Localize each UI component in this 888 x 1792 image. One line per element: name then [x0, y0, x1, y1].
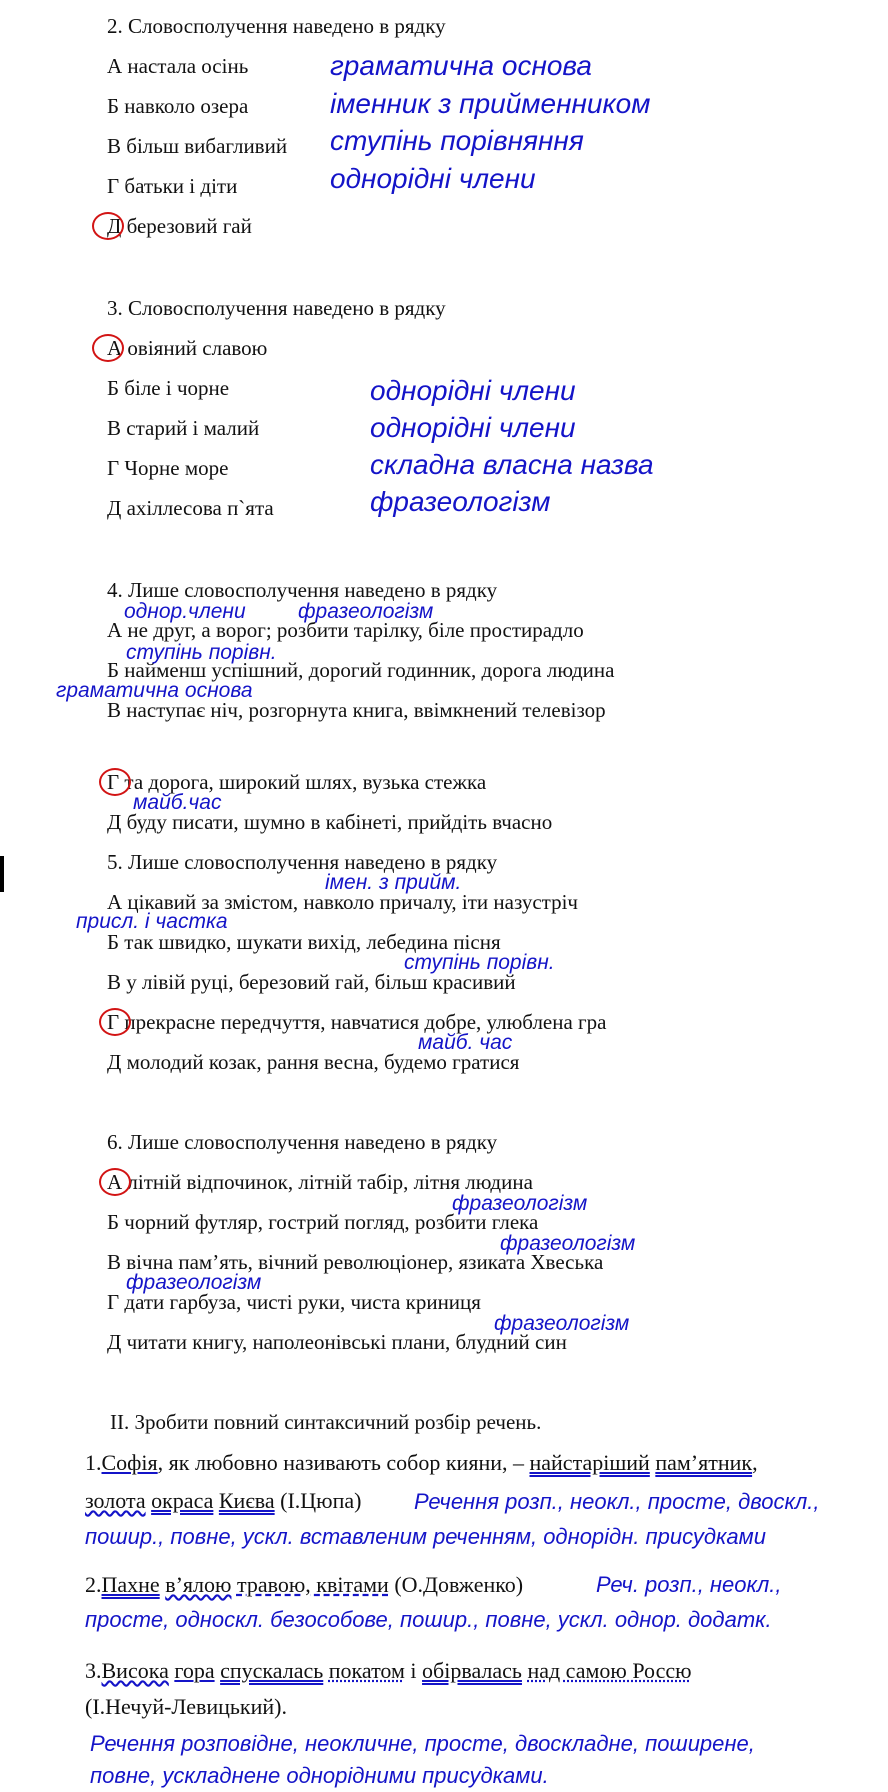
sentence-1-line2: золота окраса Києва (І.Цюпа) [85, 1488, 362, 1513]
q6-note: фразеологізм [126, 1271, 262, 1294]
q3-note: фразеологізм [370, 486, 551, 517]
part2-title: ІІ. Зробити повний синтаксичний розбір речень. [110, 1410, 542, 1434]
q3-note: однорідні члени [370, 412, 576, 443]
q2-option-e: Д березовий гай [107, 214, 252, 238]
q5-option-a: А цікавий за змістом, навколо причалу, іти назустріч [107, 890, 578, 914]
q6-option-b: Б чорний футляр, гострий погляд, розбити глека [107, 1210, 539, 1234]
q2-option-d: Г батьки і діти [107, 174, 238, 198]
q4-option-c: В наступає ніч, розгорнута книга, ввімкнений телевізор [107, 698, 606, 722]
q3-note: складна власна назва [370, 449, 654, 480]
sentence-3: 3.Висока гора спускалась покатом і обірвалась над самою Россю [85, 1658, 692, 1683]
sentence-3-analysis: повне, ускладнене однорідними присудками. [90, 1763, 549, 1788]
q4-note: фразеологізм [298, 600, 434, 623]
answer-circle [99, 1008, 131, 1036]
sentence-1-analysis: Речення розп., неокл., просте, двоскл., [414, 1489, 820, 1514]
q6-note: фразеологізм [494, 1312, 630, 1335]
q4-option-a: А не друг, а ворог; розбити тарілку, біле простирадло [107, 618, 584, 642]
q4-note: ступінь порівн. [126, 641, 277, 664]
q5-note: ступінь порівн. [404, 951, 555, 974]
q2-note: однорідні члени [330, 163, 536, 194]
question-3-title: 3. Словосполучення наведено в рядку [107, 296, 446, 320]
q5-note: майб. час [418, 1031, 513, 1054]
q4-option-b: Б найменш успішний, дорогий годинник, дорога людина [107, 658, 615, 682]
q3-option-a: А овіяний славою [107, 336, 268, 360]
q4-option-d: Г та дорога, широкий шлях, вузька стежка [107, 770, 487, 794]
q4-option-e: Д буду писати, шумно в кабінеті, прийдіть вчасно [107, 810, 553, 834]
q6-note: фразеологізм [452, 1192, 588, 1215]
sentence-2-analysis: просте, односкл. безособове, пошир., повне, ускл. однор. додатк. [85, 1607, 772, 1632]
q2-note: ступінь порівняння [330, 125, 584, 156]
question-5-title: 5. Лише словосполучення наведено в рядку [107, 850, 498, 874]
answer-circle [92, 212, 124, 240]
sentence-1-line1: 1.Софія, як любовно називають собор кияни, – найстаріший пам’ятник, [85, 1450, 758, 1475]
question-4-title: 4. Лише словосполучення наведено в рядку [107, 578, 498, 602]
q4-note: граматична основа [56, 679, 253, 702]
q5-option-b: Б так швидко, шукати вихід, лебедина пісня [107, 930, 501, 954]
left-edge-bar [0, 856, 4, 892]
q2-option-b: Б навколо озера [107, 94, 249, 118]
q5-option-d: Г прекрасне передчуття, навчатися добре, улюблена гра [107, 1010, 607, 1034]
answer-circle [92, 334, 124, 362]
q5-note: імен. з прийм. [325, 871, 462, 894]
q2-note: іменник з прийменником [330, 88, 651, 119]
q6-option-a: А літній відпочинок, літній табір, літня людина [107, 1170, 533, 1194]
q3-note: однорідні члени [370, 375, 576, 406]
q4-note: однор.члени [124, 600, 246, 623]
q5-option-c: В у лівій руці, березовий гай, більш красивий [107, 970, 516, 994]
q5-option-e: Д молодий козак, рання весна, будемо гратися [107, 1050, 520, 1074]
q2-note: граматична основа [330, 50, 592, 81]
q3-option-e: Д ахіллесова п`ята [107, 496, 274, 520]
sentence-3-author: (І.Нечуй-Левицький). [85, 1694, 287, 1719]
sentence-2-analysis: Реч. розп., неокл., [596, 1572, 782, 1597]
q3-option-b: Б біле і чорне [107, 376, 230, 400]
sentence-1-analysis: пошир., повне, ускл. вставленим реченням, однорідн. присудками [85, 1524, 766, 1549]
q6-option-e: Д читати книгу, наполеонівські плани, блудний син [107, 1330, 567, 1354]
q3-option-d: Г Чорне море [107, 456, 229, 480]
sentence-3-analysis: Речення розповідне, неокличне, просте, двоскладне, поширене, [90, 1731, 755, 1756]
q6-option-c: В вічна пам’ять, вічний революціонер, язиката Хвеська [107, 1250, 604, 1274]
q6-note: фразеологізм [500, 1232, 636, 1255]
question-6-title: 6. Лише словосполучення наведено в рядку [107, 1130, 498, 1154]
sentence-2: 2.Пахне в’ялою травою, квітами (О.Довженко) [85, 1572, 524, 1597]
q4-note: майб.час [133, 791, 222, 814]
answer-circle [99, 1168, 131, 1196]
q6-option-d: Г дати гарбуза, чисті руки, чиста криниця [107, 1290, 481, 1314]
q2-option-a: А настала осінь [107, 54, 249, 78]
q3-option-c: В старий і малий [107, 416, 260, 440]
answer-circle [99, 768, 131, 796]
question-2-title: 2. Словосполучення наведено в рядку [107, 14, 446, 38]
q5-note: присл. і частка [76, 910, 228, 933]
q2-option-c: В більш вибагливий [107, 134, 288, 158]
